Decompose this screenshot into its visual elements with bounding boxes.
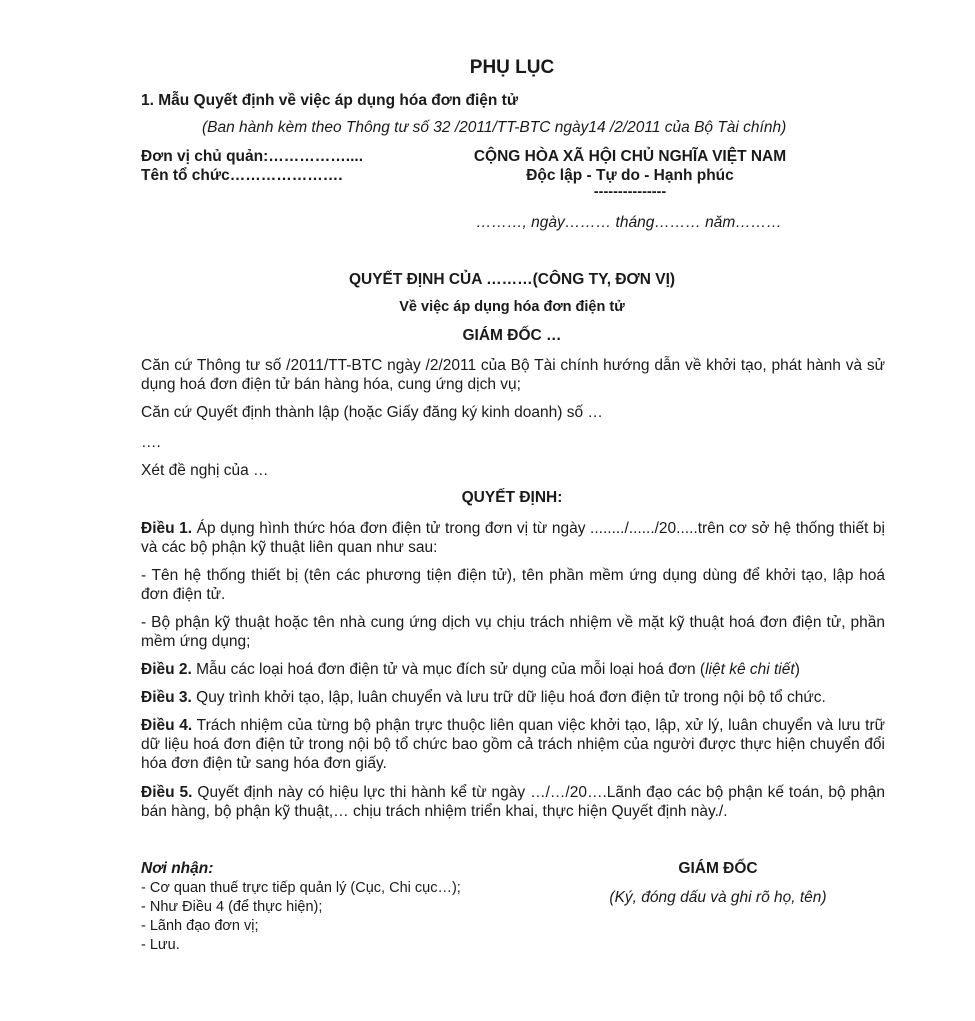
national-motto: Độc lập - Tự do - Hạnh phúc — [526, 167, 734, 184]
article-2 — [141, 660, 885, 679]
signature-note: (Ký, đóng dấu và ghi rõ họ, tên) — [609, 889, 827, 906]
article-3-label: Điều 3. — [141, 689, 192, 706]
article-2-text: Mẫu các loại hoá đơn điện tử và mục đích sử dụng của mỗi loại hoá đơn ( — [191, 661, 706, 678]
article-2-end: ) — [794, 661, 800, 678]
article-5-label: Điều 5. — [141, 784, 193, 801]
national-title: CỘNG HÒA XÃ HỘI CHỦ NGHĨA VIỆT NAM — [473, 148, 787, 165]
recipient-item: - Cơ quan thuế trực tiếp quản lý (Cục, Chi cục…); — [141, 880, 461, 896]
article-4-label: Điều 4. — [141, 717, 193, 734]
header-divider: --------------- — [593, 184, 667, 200]
document-title: PHỤ LỤC — [469, 57, 555, 78]
basis-proposal: Xét đề nghị của … — [141, 462, 269, 479]
organization-name-line: Tên tổ chức…………………. — [141, 167, 343, 184]
recipient-item: - Lưu. — [141, 937, 180, 953]
decides-heading: QUYẾT ĐỊNH: — [461, 489, 563, 506]
article-5-text: Quyết định này có hiệu lực thi hành kể từ ngày …/…/20….Lãnh đạo các bộ phận kế toán, bộ phận bán hàng, bộ phận kỹ thuật,… chịu trách nhiệm triển khai, thực hiện Quyết định này./. — [141, 784, 885, 820]
basis-circular: Căn cứ Thông tư số /2011/TT-BTC ngày /2/2011 của Bộ Tài chính hướng dẫn về khởi tạo, phát hành và sử dụng hoá đơn điện tử bán hàng hóa, cung ứng dịch vụ; — [141, 357, 885, 393]
article-4-text: Trách nhiệm của từng bộ phận trực thuộc liên quan việc khởi tạo, lập, xử lý, luân chuyển và lưu trữ dữ liệu hoá đơn điện tử trong nội bộ tổ chức bao gồm cả trách nhiệm của người được thực hiện chuyển đổi hóa đơn điện tử sang hóa đơn giấy. — [141, 717, 885, 772]
issued-note: (Ban hành kèm theo Thông tư số 32 /2011/TT-BTC ngày14 /2/2011 của Bộ Tài chính) — [202, 119, 787, 136]
recipient-item: - Như Điều 4 (để thực hiện); — [141, 899, 323, 915]
recipient-item: - Lãnh đạo đơn vị; — [141, 918, 259, 934]
director-title: GIÁM ĐỐC … — [462, 327, 562, 344]
recipients-heading: Nơi nhận: — [141, 860, 214, 877]
article-4 — [141, 716, 885, 773]
article-3-text: Quy trình khởi tạo, lập, luân chuyển và lưu trữ dữ liệu hoá đơn điện tử trong nội bộ tổ chức. — [191, 689, 826, 706]
date-line: ………, ngày……… tháng……… năm……… — [476, 214, 782, 231]
decision-title: QUYẾT ĐỊNH CỦA ………(CÔNG TY, ĐƠN VỊ) — [348, 271, 676, 288]
article-1-text: Áp dụng hình thức hóa đơn điện tử trong đơn vị từ ngày ......../....../20.....trên cơ sở hệ thống thiết bị và các bộ phận kỹ thuật liên quan như sau: — [141, 520, 885, 556]
parent-unit-line: Đơn vị chủ quản:…………….... — [141, 148, 363, 165]
basis-establishment: Căn cứ Quyết định thành lập (hoặc Giấy đăng ký kinh doanh) số … — [141, 404, 603, 421]
recipients-list — [141, 880, 461, 956]
article-2-italic: liệt kê chi tiết — [705, 661, 795, 678]
article-2-label: Điều 2. — [141, 661, 192, 678]
article-1 — [141, 519, 885, 557]
section-heading: 1. Mẫu Quyết định về việc áp dụng hóa đơn điện tử — [141, 92, 519, 109]
signature-title: GIÁM ĐỐC — [678, 860, 758, 877]
article-5 — [141, 783, 885, 821]
article-1-item-1: - Tên hệ thống thiết bị (tên các phương tiện điện tử), tên phần mềm ứng dụng dùng để khởi tạo, lập hoá đơn điện tử. — [141, 567, 885, 603]
article-3 — [141, 688, 885, 707]
decision-subject: Về việc áp dụng hóa đơn điện tử — [399, 299, 625, 315]
basis-ellipsis: …. — [141, 434, 161, 451]
article-1-label: Điều 1. — [141, 520, 193, 537]
article-1-item-2: - Bộ phận kỹ thuật hoặc tên nhà cung ứng dịch vụ chịu trách nhiệm về mặt kỹ thuật hoá đơn điện tử, phần mềm ứng dụng; — [141, 614, 885, 650]
